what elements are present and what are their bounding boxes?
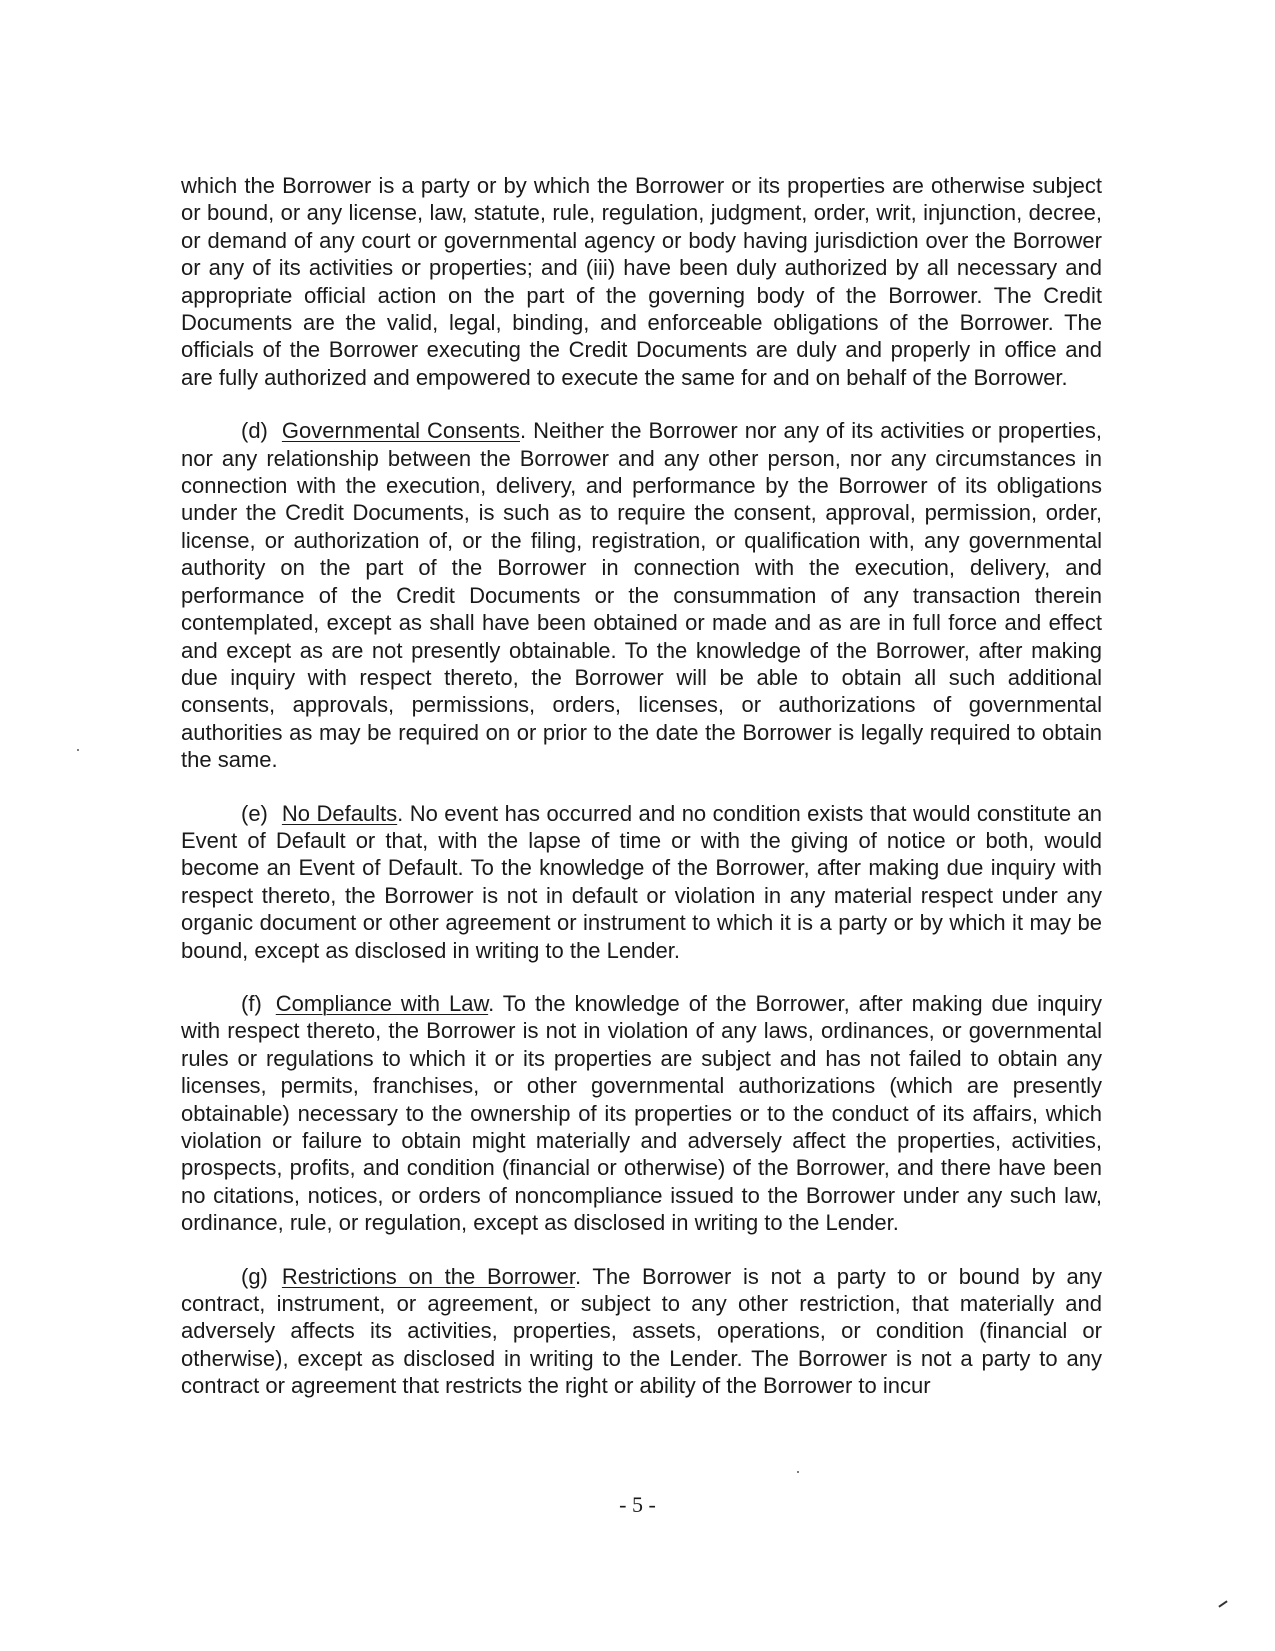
section-e-no-defaults (181, 800, 1102, 964)
section-heading: No Defaults (281, 800, 398, 826)
paragraph-body: . The Borrower is not a party to or bound by any contract, instrument, or agreement, or subject to any other restriction, that materially and adversely affects its activities, properties, assets, operations, or condition (financial or otherwise), except as disclosed in writing to the Lender. The Borrower is not a party to any contract or agreement that restricts the right or ability of the Borrower to incur (181, 1263, 1103, 1399)
scan-speck (797, 1471, 799, 1473)
paragraph-body: . No event has occurred and no condition exists that would constitute an Event of Default or that, with the lapse of time or with the giving of notice or both, would become an Event of Default. To the knowledge of the Borrower, after making due inquiry with respect thereto, the Borrower is not in default or violation in any material respect under any organic document or other agreement or instrument to which it is a party or by which it may be bound, except as disclosed in writing to the Lender. (181, 800, 1102, 963)
section-heading: Compliance with Law (275, 990, 489, 1016)
section-g-restrictions-on-borrower (181, 1263, 1102, 1400)
paragraph-body: which the Borrower is a party or by which the Borrower or its properties are otherwise subject or bound, or any license, law, statute, rule, regulation, judgment, order, writ, injunction, decree, or demand of any court or governmental agency or body having jurisdiction over the Borrower or any of its activities or properties; and (iii) have been duly authorized by all necessary and appropriate official action on the part of the governing body of the Borrower. The Credit Documents are the valid, legal, binding, and enforceable obligations of the Borrower. The officials of the Borrower executing the Credit Documents are duly and properly in office and are fully authorized and empowered to execute the same for and on behalf of the Borrower. (181, 173, 1102, 390)
section-label: (e) (241, 800, 268, 826)
paragraph-body: . Neither the Borrower nor any of its activities or properties, nor any relationship between the Borrower and any other person, nor any circumstances in connection with the execution, delivery, and performance by the Borrower of its obligations under the Credit Documents, is such as to require the consent, approval, permission, order, license, or authorization of, or the filing, registration, or qualification with, any governmental authority on the part of the Borrower in connection with the execution, delivery, and performance of the Credit Documents or the consummation of any transaction therein contemplated, except as shall have been obtained or made and as are in full force and effect and except as are not presently obtainable. To the knowledge of the Borrower, after making due inquiry with respect thereto, the Borrower will be able to obtain all such additional consents, approvals, permissions, orders, licenses, or authorizations of governmental authorities as may be required on or prior to the date the Borrower is legally required to obtain the same. (181, 418, 1102, 773)
scan-speck (77, 749, 79, 751)
section-d-governmental-consents (181, 417, 1102, 773)
section-heading: Governmental Consents (281, 418, 520, 444)
paragraph-continuation (181, 172, 1102, 391)
section-label: (f) (241, 990, 262, 1016)
section-f-compliance-with-law (181, 990, 1102, 1237)
scan-mark (1218, 1600, 1227, 1607)
section-label: (d) (241, 418, 268, 444)
document-body (181, 172, 1102, 1426)
paragraph-body: . To the knowledge of the Borrower, after making due inquiry with respect thereto, the Borrower is not in violation of any laws, ordinances, or governmental rules or regulations to which it or its properties are subject and has not failed to obtain any licenses, permits, franchises, or other governmental authorizations (which are presently obtainable) necessary to the ownership of its properties or to the conduct of its affairs, which violation or failure to obtain might materially and adversely affect the properties, activities, prospects, profits, and condition (financial or otherwise) of the Borrower, and there have been no citations, notices, or orders of noncompliance issued to the Borrower under any such law, ordinance, rule, or regulation, except as disclosed in writing to the Lender. (181, 990, 1102, 1236)
section-heading: Restrictions on the Borrower (281, 1263, 576, 1289)
page-number: - 5 - (619, 1492, 656, 1517)
section-label: (g) (241, 1263, 268, 1289)
